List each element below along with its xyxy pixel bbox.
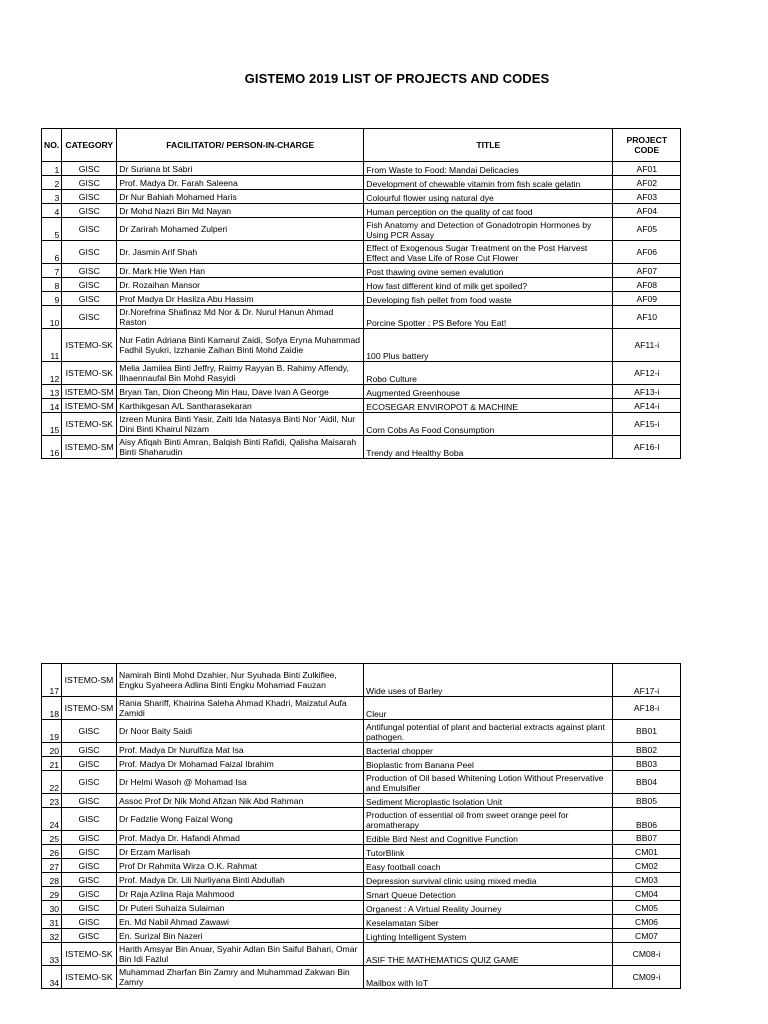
cell-project-code: BB04 (613, 771, 681, 794)
table-row (42, 887, 681, 901)
cell-category: GISC (62, 176, 117, 190)
cell-facilitator: Nur Fatin Adriana Binti Kamarul Zaidi, Sofya Eryna Muhammad Fadhil Syukri, Izzhanie Zaihan Binti Mohd Zaidie (117, 329, 364, 362)
cell-facilitator: Karthikgesan A/L Santharasekaran (117, 399, 364, 413)
cell-title: Production of essential oil from sweet orange peel for aromatherapy (364, 808, 613, 831)
cell-project-code: AF10 (613, 306, 681, 329)
cell-no: 6 (42, 241, 62, 264)
cell-no: 13 (42, 385, 62, 399)
table-row (42, 278, 681, 292)
header-no: NO. (42, 129, 62, 162)
cell-category: GISC (62, 771, 117, 794)
cell-category: GISC (62, 720, 117, 743)
cell-project-code: CM03 (613, 873, 681, 887)
cell-title: Antifungal potential of plant and bacterial extracts against plant pathogen. (364, 720, 613, 743)
cell-project-code: AF18-i (613, 697, 681, 720)
cell-title: Development of chewable vitamin from fish scale gelatin (364, 176, 613, 190)
cell-no: 26 (42, 845, 62, 859)
table-row (42, 873, 681, 887)
table-row (42, 385, 681, 399)
cell-category: GISC (62, 218, 117, 241)
cell-no: 23 (42, 794, 62, 808)
cell-title: Easy football coach (364, 859, 613, 873)
cell-category: GISC (62, 859, 117, 873)
cell-facilitator: Dr. Rozaihan Mansor (117, 278, 364, 292)
cell-no: 34 (42, 966, 62, 989)
cell-facilitator: Bryan Tan, Dion Cheong Min Hau, Dave Ivan A George (117, 385, 364, 399)
cell-no: 8 (42, 278, 62, 292)
table-body-2 (42, 664, 681, 989)
cell-no: 2 (42, 176, 62, 190)
cell-project-code: CM08-i (613, 943, 681, 966)
cell-category: GISC (62, 204, 117, 218)
table-row (42, 859, 681, 873)
cell-category: GISC (62, 757, 117, 771)
cell-facilitator: Dr Helmi Wasoh @ Mohamad Isa (117, 771, 364, 794)
cell-project-code: CM01 (613, 845, 681, 859)
cell-no: 29 (42, 887, 62, 901)
table-row (42, 915, 681, 929)
cell-no: 31 (42, 915, 62, 929)
cell-project-code: AF04 (613, 204, 681, 218)
cell-category: GISC (62, 241, 117, 264)
cell-no: 14 (42, 399, 62, 413)
cell-facilitator: Rania Shariff, Khairina Saleha Ahmad Khadri, Maizatul Aufa Zamidi (117, 697, 364, 720)
cell-facilitator: Assoc Prof Dr Nik Mohd Afizan Nik Abd Rahman (117, 794, 364, 808)
cell-project-code: CM04 (613, 887, 681, 901)
table-row (42, 413, 681, 436)
cell-category: GISC (62, 873, 117, 887)
table-body-1 (42, 162, 681, 459)
cell-facilitator: Dr Fadzlie Wong Faizal Wong (117, 808, 364, 831)
cell-facilitator: Dr Puteri Suhaiza Sulaiman (117, 901, 364, 915)
cell-facilitator: Prof Dr Rahmita Wirza O.K. Rahmat (117, 859, 364, 873)
cell-no: 27 (42, 859, 62, 873)
cell-project-code: AF11-i (613, 329, 681, 362)
cell-facilitator: Muhammad Zharfan Bin Zamry and Muhammad Zakwan Bin Zamry (117, 966, 364, 989)
cell-title: Porcine Spotter : PS Before You Eat! (364, 306, 613, 329)
table-row (42, 794, 681, 808)
cell-no: 7 (42, 264, 62, 278)
cell-no: 11 (42, 329, 62, 362)
cell-project-code: AF08 (613, 278, 681, 292)
cell-no: 28 (42, 873, 62, 887)
cell-project-code: AF12-i (613, 362, 681, 385)
cell-facilitator: Harith Amsyar Bin Anuar, Syahir Adlan Bin Saiful Bahari, Omar Bin Idi Fazlul (117, 943, 364, 966)
cell-category: ISTEMO-SM (62, 436, 117, 459)
cell-project-code: CM05 (613, 901, 681, 915)
cell-no: 19 (42, 720, 62, 743)
page-title: GISTEMO 2019 LIST OF PROJECTS AND CODES (244, 71, 550, 86)
cell-category: GISC (62, 190, 117, 204)
table-row (42, 190, 681, 204)
cell-no: 24 (42, 808, 62, 831)
cell-project-code: AF17-i (613, 664, 681, 697)
table-row (42, 399, 681, 413)
cell-category: GISC (62, 901, 117, 915)
cell-title: Cleur (364, 697, 613, 720)
cell-facilitator: Dr Mohd Nazri Bin Md Nayan (117, 204, 364, 218)
cell-project-code: CM09-i (613, 966, 681, 989)
table-row (42, 697, 681, 720)
table-row (42, 757, 681, 771)
cell-title: Bioplastic from Banana Peel (364, 757, 613, 771)
cell-project-code: AF16-I (613, 436, 681, 459)
cell-no: 12 (42, 362, 62, 385)
cell-category: GISC (62, 292, 117, 306)
cell-project-code: BB03 (613, 757, 681, 771)
cell-title: Wide uses of Barley (364, 664, 613, 697)
cell-category: GISC (62, 915, 117, 929)
cell-project-code: CM06 (613, 915, 681, 929)
table-row (42, 306, 681, 329)
cell-project-code: AF02 (613, 176, 681, 190)
cell-facilitator: Namirah Binti Mohd Dzahier, Nur Syuhada Binti Zulkiflee, Engku Syaheera Adlina Binti Engku Mohamad Fauzan (117, 664, 364, 697)
cell-no: 10 (42, 306, 62, 329)
cell-title: Keselamatan Siber (364, 915, 613, 929)
cell-facilitator: Dr. Mark Hie Wen Han (117, 264, 364, 278)
cell-no: 9 (42, 292, 62, 306)
cell-facilitator: Prof. Madya Dr. Hafandi Ahmad (117, 831, 364, 845)
cell-no: 15 (42, 413, 62, 436)
cell-category: ISTEMO-SM (62, 664, 117, 697)
table-header-row (42, 129, 681, 162)
cell-no: 30 (42, 901, 62, 915)
cell-project-code: AF01 (613, 162, 681, 176)
cell-no: 21 (42, 757, 62, 771)
cell-no: 3 (42, 190, 62, 204)
cell-no: 17 (42, 664, 62, 697)
cell-facilitator: Melia Jamilea Binti Jeffry, Raimy Rayyan B. Rahimy Affendy, Ilhaennaufal Bin Mohd Rasyidi (117, 362, 364, 385)
cell-project-code: BB07 (613, 831, 681, 845)
cell-category: GISC (62, 845, 117, 859)
cell-project-code: CM02 (613, 859, 681, 873)
cell-category: ISTEMO-SM (62, 385, 117, 399)
cell-title: Sediment Microplastic Isolation Unit (364, 794, 613, 808)
table-row (42, 664, 681, 697)
cell-title: Effect of Exogenous Sugar Treatment on the Post Harvest Effect and Vase Life of Rose Cut Flower (364, 241, 613, 264)
projects-table-2 (41, 663, 681, 989)
table-row (42, 901, 681, 915)
cell-title: Developing fish pellet from food waste (364, 292, 613, 306)
table-row (42, 362, 681, 385)
cell-no: 16 (42, 436, 62, 459)
cell-facilitator: Aisy Afiqah Binti Amran, Balqish Binti Rafidi, Qalisha Maisarah Binti Shaharudin (117, 436, 364, 459)
cell-facilitator: En. Md Nabil Ahmad Zawawi (117, 915, 364, 929)
cell-facilitator: Prof. Madya Dr Mohamad Faizal Ibrahim (117, 757, 364, 771)
cell-facilitator: Dr Erzam Marlisah (117, 845, 364, 859)
cell-facilitator: En. Surizal Bin Nazeri (117, 929, 364, 943)
cell-title: From Waste to Food: Mandai Delicacies (364, 162, 613, 176)
cell-category: ISTEMO-SK (62, 362, 117, 385)
table-row (42, 176, 681, 190)
cell-title: ASIF THE MATHEMATICS QUIZ GAME (364, 943, 613, 966)
header-category: CATEGORY (62, 129, 117, 162)
cell-facilitator: Dr Raja Azlina Raja Mahmood (117, 887, 364, 901)
cell-no: 22 (42, 771, 62, 794)
cell-facilitator: Dr Zarirah Mohamed Zulperi (117, 218, 364, 241)
cell-no: 18 (42, 697, 62, 720)
cell-title: Robo Culture (364, 362, 613, 385)
header-project-code: PROJECT CODE (613, 129, 681, 162)
cell-category: GISC (62, 162, 117, 176)
cell-no: 33 (42, 943, 62, 966)
cell-category: ISTEMO-SK (62, 966, 117, 989)
cell-title: Bacterial chopper (364, 743, 613, 757)
cell-title: TutorBlink (364, 845, 613, 859)
cell-title: Colourful flower using natural dye (364, 190, 613, 204)
cell-project-code: BB01 (613, 720, 681, 743)
cell-no: 1 (42, 162, 62, 176)
cell-category: ISTEMO-SM (62, 399, 117, 413)
cell-facilitator: Dr.Norefrina Shafinaz Md Nor & Dr. Nurul Hanun Ahmad Raston (117, 306, 364, 329)
cell-no: 25 (42, 831, 62, 845)
cell-no: 4 (42, 204, 62, 218)
cell-title: Production of Oil based Whitening Lotion Without Preservative and Emulsifier (364, 771, 613, 794)
cell-project-code: CM07 (613, 929, 681, 943)
cell-facilitator: Prof. Madya Dr. Lili Nurliyana Binti Abdullah (117, 873, 364, 887)
cell-title: Lighting Intelligent System (364, 929, 613, 943)
cell-title: Corn Cobs As Food Consumption (364, 413, 613, 436)
cell-category: GISC (62, 743, 117, 757)
table-row (42, 743, 681, 757)
cell-title: Depression survival clinic using mixed media (364, 873, 613, 887)
table-row (42, 808, 681, 831)
table-row (42, 966, 681, 989)
header-title: TITLE (364, 129, 613, 162)
table-row (42, 720, 681, 743)
cell-project-code: AF15-i (613, 413, 681, 436)
cell-category: GISC (62, 306, 117, 329)
table-row (42, 218, 681, 241)
projects-table-1 (41, 128, 681, 459)
cell-facilitator: Prof. Madya Dr. Farah Saleena (117, 176, 364, 190)
table-row (42, 292, 681, 306)
cell-title: Smart Queue Detection (364, 887, 613, 901)
table-row (42, 329, 681, 362)
cell-title: Post thawing ovine semen evalution (364, 264, 613, 278)
cell-facilitator: Izreen Munira Binti Yasir, Zaiti Ida Natasya Binti Nor 'Aidil, Nur Dini Binti Khairul Nizam (117, 413, 364, 436)
cell-category: ISTEMO-SK (62, 329, 117, 362)
cell-category: ISTEMO-SK (62, 943, 117, 966)
table-row (42, 436, 681, 459)
cell-category: GISC (62, 808, 117, 831)
table-row (42, 771, 681, 794)
cell-no: 5 (42, 218, 62, 241)
cell-title: Human perception on the quality of cat food (364, 204, 613, 218)
cell-facilitator: Prof. Madya Dr Nurulfiza Mat Isa (117, 743, 364, 757)
cell-title: Organest : A Virtual Reality Journey (364, 901, 613, 915)
cell-project-code: BB02 (613, 743, 681, 757)
cell-project-code: BB05 (613, 794, 681, 808)
cell-title: 100 Plus battery (364, 329, 613, 362)
cell-project-code: AF07 (613, 264, 681, 278)
cell-title: Mailbox with IoT (364, 966, 613, 989)
cell-project-code: AF14-i (613, 399, 681, 413)
cell-project-code: AF13-i (613, 385, 681, 399)
cell-project-code: AF05 (613, 218, 681, 241)
cell-project-code: AF03 (613, 190, 681, 204)
table-row (42, 831, 681, 845)
header-facilitator: FACILITATOR/ PERSON-IN-CHARGE (117, 129, 364, 162)
cell-category: GISC (62, 887, 117, 901)
cell-project-code: AF09 (613, 292, 681, 306)
table-row (42, 162, 681, 176)
cell-title: Edible Bird Nest and Cognitive Function (364, 831, 613, 845)
cell-category: GISC (62, 278, 117, 292)
cell-no: 32 (42, 929, 62, 943)
table-row (42, 845, 681, 859)
cell-title: How fast different kind of milk get spoiled? (364, 278, 613, 292)
cell-facilitator: Dr Nur Bahiah Mohamed Haris (117, 190, 364, 204)
cell-no: 20 (42, 743, 62, 757)
cell-facilitator: Dr Noor Baity Saidi (117, 720, 364, 743)
cell-category: GISC (62, 264, 117, 278)
cell-project-code: BB06 (613, 808, 681, 831)
cell-facilitator: Prof Madya Dr Hasliza Abu Hassim (117, 292, 364, 306)
cell-project-code: AF06 (613, 241, 681, 264)
cell-category: GISC (62, 831, 117, 845)
cell-title: Trendy and Healthy Boba (364, 436, 613, 459)
cell-category: GISC (62, 794, 117, 808)
cell-facilitator: Dr Suriana bt Sabri (117, 162, 364, 176)
cell-category: ISTEMO-SM (62, 697, 117, 720)
cell-title: Fish Anatomy and Detection of Gonadotropin Hormones by Using PCR Assay (364, 218, 613, 241)
cell-facilitator: Dr. Jasmin Arif Shah (117, 241, 364, 264)
table-row (42, 943, 681, 966)
cell-category: GISC (62, 929, 117, 943)
table-row (42, 929, 681, 943)
cell-category: ISTEMO-SK (62, 413, 117, 436)
table-row (42, 241, 681, 264)
table-row (42, 264, 681, 278)
cell-title: Augmented Greenhouse (364, 385, 613, 399)
table-row (42, 204, 681, 218)
cell-title: ECOSEGAR ENVIROPOT & MACHINE (364, 399, 613, 413)
